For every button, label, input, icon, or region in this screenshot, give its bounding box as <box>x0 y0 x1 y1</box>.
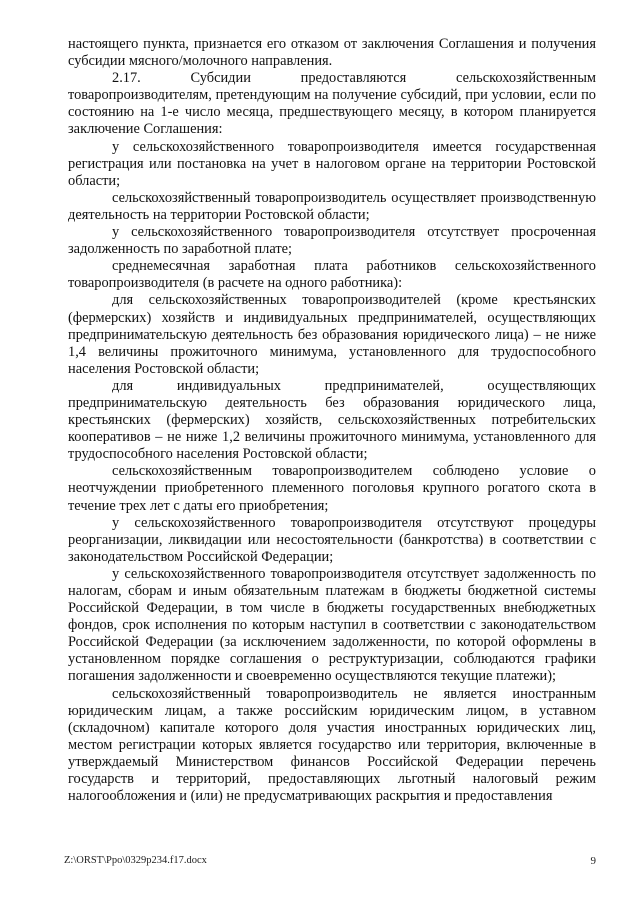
page-number: 9 <box>590 855 596 867</box>
footer-file-path: Z:\ORST\Ppo\0329p234.f17.docx <box>64 855 207 866</box>
paragraph-salary-organizations: для сельскохозяйственных товаропроизводителей (кроме крестьянских (фермерских) хозяйств и индивидуальных предпринимателей, осуществляющих предпринимательскую деятельность без образования юридического лица) – не ниже 1,4 величины прожиточного минимума, установленного для трудоспособного населения Ростовской области; <box>68 292 596 377</box>
paragraph-2-17: 2.17. Субсидии предоставляются сельскохозяйственным товаропроизводителям, претендующим на получение субсидий, при условии, если по состоянию на 1-е число месяца, предшествующего месяцу, в котором планируется заключение Соглашения: <box>68 70 596 138</box>
paragraph-condition-tax-debt: у сельскохозяйственного товаропроизводителя отсутствует задолженность по налогам, сборам и иным обязательным платежам в бюджеты бюджетной системы Российской Федерации, в том числе в бюджеты государственных внебюджетных фондов, срок исполнения по которым наступил в соответствии с законодательством Российской Федерации (за исключением задолженности, по которой оформлены в установленном порядке соглашения о реструктуризации, соблюдаются графики погашения задолженности и своевременно осуществляются текущие платежи); <box>68 565 596 685</box>
paragraph-condition-registration: у сельскохозяйственного товаропроизводителя имеется государственная регистрация или постановка на учет в налоговом органе на территории Ростовской области; <box>68 138 596 189</box>
paragraph-continuation: настоящего пункта, признается его отказом от заключения Соглашения и получения субсидии мясного/молочного направления. <box>68 36 596 70</box>
paragraph-condition-bankruptcy: у сельскохозяйственного товаропроизводителя отсутствуют процедуры реорганизации, ликвидации или несостоятельности (банкротства) в соответствии с законодательством Российской Федерации; <box>68 514 596 565</box>
paragraph-condition-livestock: сельскохозяйственным товаропроизводителем соблюдено условие о неотчуждении приобретенного племенного поголовья крупного рогатого скота в течение трех лет с даты его приобретения; <box>68 463 596 514</box>
document-body <box>68 36 596 805</box>
paragraph-condition-activity: сельскохозяйственный товаропроизводитель осуществляет производственную деятельность на территории Ростовской области; <box>68 189 596 223</box>
paragraph-condition-salary-debt: у сельскохозяйственного товаропроизводителя отсутствует просроченная задолженность по заработной плате; <box>68 224 596 258</box>
paragraph-condition-average-salary: среднемесячная заработная плата работников сельскохозяйственного товаропроизводителя (в расчете на одного работника): <box>68 258 596 292</box>
paragraph-salary-entrepreneurs: для индивидуальных предпринимателей, осуществляющих предпринимательскую деятельность без образования юридического лица, крестьянских (фермерских) хозяйств, сельскохозяйственных потребительских кооперативов – не ниже 1,2 величины прожиточного минимума, установленного для трудоспособного населения Ростовской области; <box>68 377 596 463</box>
paragraph-condition-foreign-entity: сельскохозяйственный товаропроизводитель не является иностранным юридическим лицам, а также российским юридическим лицом, в уставном (складочном) капитале которого доля участия иностранных юридических лиц, местом регистрации которых является государство или территория, включенные в утверждаемый Министерством финансов Российской Федерации перечень государств и территорий, предоставляющих льготный налоговый режим налогообложения и (или) не предусматривающих раскрытия и предоставления <box>68 685 596 805</box>
